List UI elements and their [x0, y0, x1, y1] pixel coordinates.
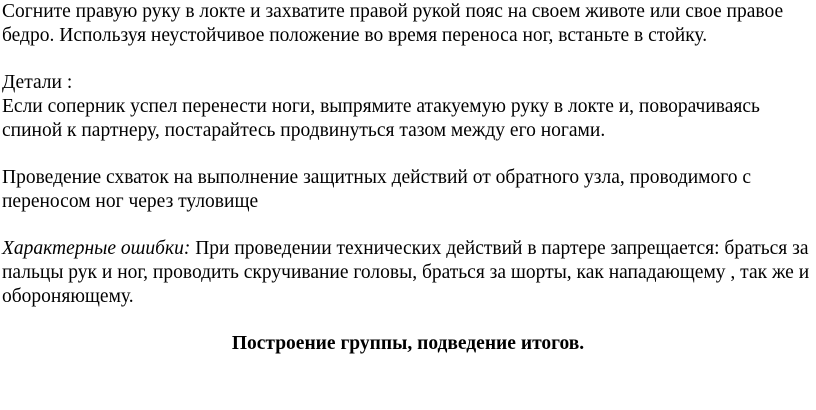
spacer	[2, 214, 814, 237]
paragraph-bout-practice: Проведение схваток на выполнение защитных действий от обратного узла, проводимого с переносом ног через туловище	[2, 167, 752, 212]
closing-line: Построение группы, подведение итогов.	[231, 333, 585, 354]
mistakes-label: Характерные ошибки:	[2, 238, 191, 259]
details-heading: Детали :	[2, 72, 73, 93]
spacer	[2, 48, 814, 71]
paragraph-grip-instruction: Согните правую руку в локте и захватите правой рукой пояс на своем животе или свое правое бедро. Используя неустойчивое положение во время переноса ног, встаньте в стойку.	[2, 1, 784, 46]
mistakes-text: При проведении технических действий в партере запрещается: браться за пальцы рук и ног, проводить скручивание головы, браться за шорты, как нападающему , так же и обороняющему.	[2, 238, 810, 307]
spacer	[2, 309, 814, 332]
paragraph-common-mistakes	[2, 237, 814, 309]
paragraph-details: Если соперник успел перенести ноги, выпрямите атакуемую руку в локте и, поворачиваясь спиной к партнеру, постарайтесь продвинуться тазом между его ногами.	[2, 96, 760, 141]
spacer	[2, 143, 814, 166]
document-body	[2, 0, 814, 356]
